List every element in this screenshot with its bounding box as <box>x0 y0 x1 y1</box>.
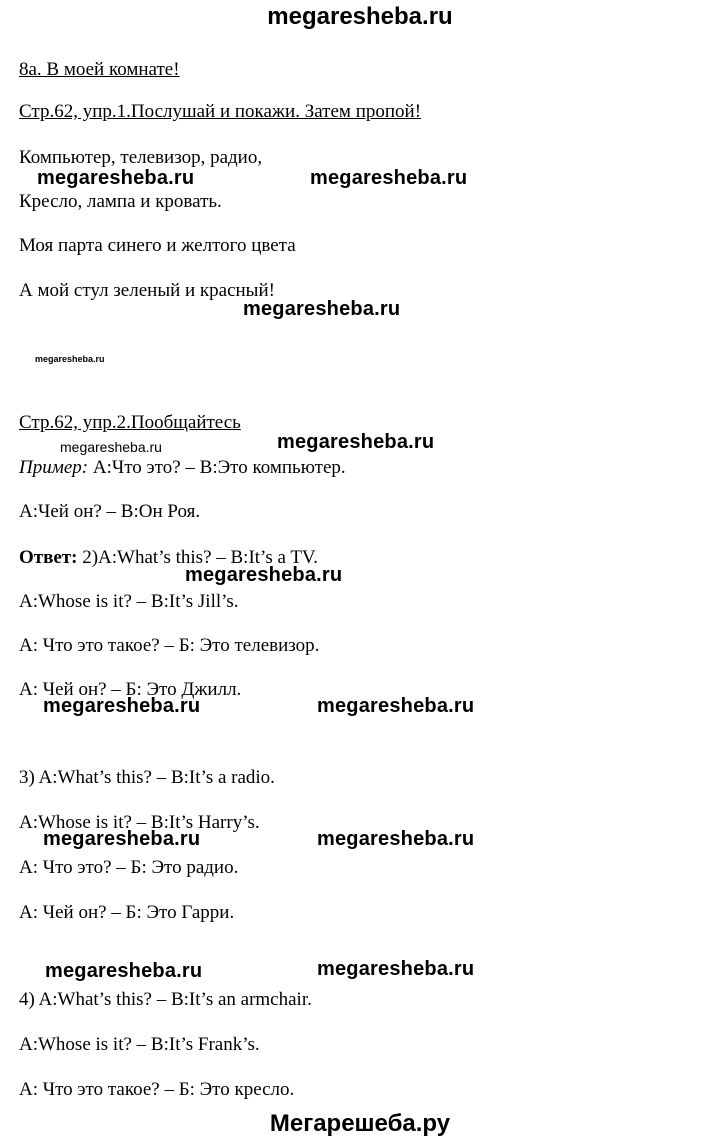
watermark: megaresheba.ru <box>37 167 195 189</box>
exercise-1-heading: Стр.62, упр.1.Послушай и покажи. Затем пропой! <box>19 101 422 122</box>
poem-line: Кресло, лампа и кровать. <box>19 191 222 212</box>
watermark: megaresheba.ru <box>60 439 162 455</box>
example-text: А:Что это? – В:Это компьютер. <box>88 457 346 478</box>
poem-line: Компьютер, телевизор, радио, <box>19 147 263 168</box>
example-line <box>19 457 346 479</box>
dialogue-line: 4) A:What’s this? – B:It’s an armchair. <box>19 989 312 1010</box>
example-label: Пример: <box>19 457 89 478</box>
site-header: megaresheba.ru <box>267 3 453 30</box>
dialogue-line: A:Whose is it? – B:It’s Jill’s. <box>19 591 239 612</box>
watermark: megaresheba.ru <box>43 695 201 717</box>
answer-label: Ответ: <box>19 547 78 568</box>
watermark: megaresheba.ru <box>43 828 201 850</box>
watermark: megaresheba.ru <box>277 431 435 453</box>
poem-line: Моя парта синего и желтого цвета <box>19 235 296 256</box>
dialogue-line: А: Что это такое? – Б: Это кресло. <box>19 1079 295 1100</box>
example-line: А:Чей он? – В:Он Роя. <box>19 501 201 522</box>
poem-line: А мой стул зеленый и красный! <box>19 280 275 301</box>
watermark: megaresheba.ru <box>35 354 105 364</box>
exercise-2-heading: Стр.62, упр.2.Пообщайтесь <box>19 412 241 433</box>
dialogue-line: А: Что это? – Б: Это радио. <box>19 857 239 878</box>
watermark: megaresheba.ru <box>317 958 475 980</box>
dialogue-line: A:Whose is it? – B:It’s Harry’s. <box>19 812 260 833</box>
lesson-title: 8a. В моей комнате! <box>19 59 180 80</box>
watermark: megaresheba.ru <box>45 960 203 982</box>
watermark: megaresheba.ru <box>317 695 475 717</box>
watermark: megaresheba.ru <box>310 167 468 189</box>
dialogue-line: А: Чей он? – Б: Это Гарри. <box>19 902 235 923</box>
answer-text: 2)A:What’s this? – B:It’s a TV. <box>77 547 318 568</box>
site-footer: Мегарешеба.ру <box>269 1110 451 1137</box>
watermark: megaresheba.ru <box>185 564 343 586</box>
watermark: megaresheba.ru <box>243 298 401 320</box>
watermark: megaresheba.ru <box>317 828 475 850</box>
dialogue-line: А: Чей он? – Б: Это Джилл. <box>19 679 242 700</box>
dialogue-line: 3) A:What’s this? – B:It’s a radio. <box>19 767 275 788</box>
dialogue-line: A:Whose is it? – B:It’s Frank’s. <box>19 1034 260 1055</box>
dialogue-line: А: Что это такое? – Б: Это телевизор. <box>19 635 320 656</box>
